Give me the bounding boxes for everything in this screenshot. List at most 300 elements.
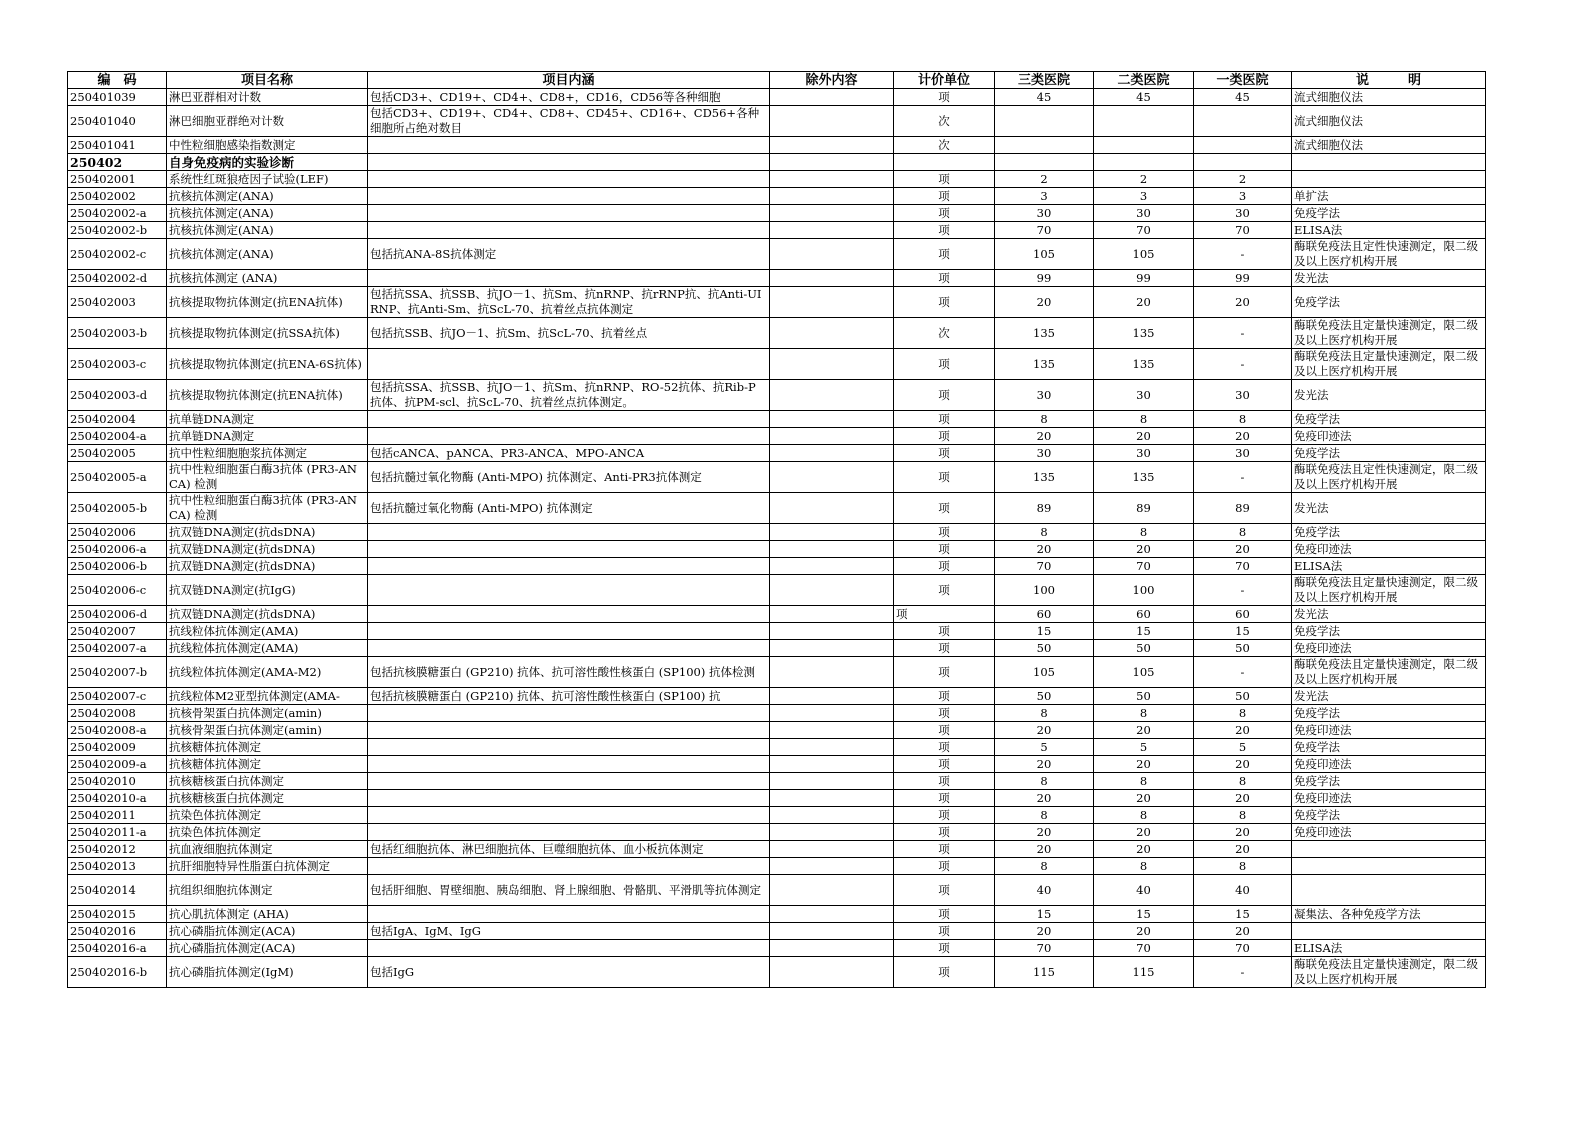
cell-class2-price: 30	[1094, 205, 1194, 222]
cell-class3-price: 15	[995, 623, 1094, 640]
cell-name: 抗单链DNA测定	[167, 428, 368, 445]
cell-class3-price: 40	[995, 875, 1094, 906]
cell-name: 抗血液细胞抗体测定	[167, 841, 368, 858]
cell-content	[368, 756, 770, 773]
cell-unit	[894, 154, 995, 171]
cell-unit: 项	[894, 957, 995, 988]
cell-name: 抗核提取物抗体测定(抗ENA-6S抗体)	[167, 349, 368, 380]
cell-class2-price: 135	[1094, 462, 1194, 493]
cell-content: 包括抗SSB、抗JO－1、抗Sm、抗ScL-70、抗着丝点	[368, 318, 770, 349]
cell-exclusions	[770, 756, 894, 773]
cell-exclusions	[770, 640, 894, 657]
cell-name: 抗单链DNA测定	[167, 411, 368, 428]
cell-exclusions	[770, 790, 894, 807]
cell-class1-price: 30	[1194, 380, 1292, 411]
cell-code: 250402009-a	[68, 756, 167, 773]
cell-class2-price: 105	[1094, 657, 1194, 688]
cell-name: 抗核提取物抗体测定(抗ENA抗体)	[167, 287, 368, 318]
cell-class1-price	[1194, 106, 1292, 137]
cell-code: 250402004	[68, 411, 167, 428]
cell-note: 免疫学法	[1292, 287, 1486, 318]
table-row	[68, 923, 1486, 940]
cell-note: 发光法	[1292, 606, 1486, 623]
cell-class3-price: 8	[995, 411, 1094, 428]
cell-class2-price: 8	[1094, 807, 1194, 824]
header-content: 项目内涵	[368, 72, 770, 89]
cell-note: 凝集法、各种免疫学方法	[1292, 906, 1486, 923]
cell-unit: 项	[894, 575, 995, 606]
cell-exclusions	[770, 318, 894, 349]
cell-code: 250402007-c	[68, 688, 167, 705]
cell-class3-price: 20	[995, 824, 1094, 841]
cell-class2-price: 70	[1094, 558, 1194, 575]
cell-name: 抗核抗体测定 (ANA)	[167, 270, 368, 287]
cell-code: 250402002	[68, 188, 167, 205]
cell-class2-price: 50	[1094, 688, 1194, 705]
cell-name: 抗核糖核蛋白抗体测定	[167, 773, 368, 790]
cell-unit: 项	[894, 773, 995, 790]
cell-class2-price: 135	[1094, 318, 1194, 349]
cell-note: 发光法	[1292, 380, 1486, 411]
table-row	[68, 349, 1486, 380]
cell-note: 发光法	[1292, 493, 1486, 524]
cell-note: 免疫印迹法	[1292, 790, 1486, 807]
cell-class2-price: 8	[1094, 773, 1194, 790]
cell-class1-price: 20	[1194, 824, 1292, 841]
cell-class2-price: 70	[1094, 222, 1194, 239]
table-row	[68, 623, 1486, 640]
cell-exclusions	[770, 106, 894, 137]
cell-class3-price: 8	[995, 807, 1094, 824]
cell-class3-price: 20	[995, 428, 1094, 445]
cell-class2-price: 20	[1094, 287, 1194, 318]
cell-content	[368, 705, 770, 722]
cell-content	[368, 137, 770, 154]
table-row	[68, 790, 1486, 807]
cell-note: 免疫学法	[1292, 739, 1486, 756]
cell-class3-price: 50	[995, 688, 1094, 705]
cell-content: 包括抗核膜糖蛋白 (GP210) 抗体、抗可溶性酸性核蛋白 (SP100) 抗体检测	[368, 657, 770, 688]
cell-note: 流式细胞仪法	[1292, 137, 1486, 154]
cell-class2-price: 50	[1094, 640, 1194, 657]
table-row	[68, 287, 1486, 318]
cell-content: 包括肝细胞、胃壁细胞、胰岛细胞、肾上腺细胞、骨骼肌、平滑肌等抗体测定	[368, 875, 770, 906]
header-code: 编 码	[68, 72, 167, 89]
header-row	[68, 72, 1486, 89]
cell-content	[368, 541, 770, 558]
cell-class2-price	[1094, 137, 1194, 154]
cell-content: 包括CD3+、CD19+、CD4+、CD8+，CD16，CD56等各种细胞	[368, 89, 770, 106]
cell-code: 250401040	[68, 106, 167, 137]
cell-name: 抗核提取物抗体测定(抗SSA抗体)	[167, 318, 368, 349]
cell-exclusions	[770, 222, 894, 239]
cell-content	[368, 858, 770, 875]
cell-class1-price: 8	[1194, 705, 1292, 722]
cell-note	[1292, 875, 1486, 906]
cell-class1-price: 8	[1194, 773, 1292, 790]
cell-class3-price: 15	[995, 906, 1094, 923]
cell-exclusions	[770, 137, 894, 154]
cell-note: 酶联免疫法且定量快速测定，限二级及以上医疗机构开展	[1292, 957, 1486, 988]
cell-class1-price: 3	[1194, 188, 1292, 205]
cell-name: 抗核抗体测定(ANA)	[167, 239, 368, 270]
table-row	[68, 239, 1486, 270]
cell-unit: 项	[894, 239, 995, 270]
table-row	[68, 445, 1486, 462]
cell-note: 单扩法	[1292, 188, 1486, 205]
cell-code: 250402012	[68, 841, 167, 858]
cell-note: 免疫印迹法	[1292, 428, 1486, 445]
cell-exclusions	[770, 824, 894, 841]
cell-class2-price: 20	[1094, 790, 1194, 807]
cell-note: 酶联免疫法且定量快速测定，限二级及以上医疗机构开展	[1292, 318, 1486, 349]
cell-class3-price: 105	[995, 239, 1094, 270]
table-row	[68, 640, 1486, 657]
cell-content	[368, 222, 770, 239]
cell-code: 250402005	[68, 445, 167, 462]
cell-content	[368, 205, 770, 222]
cell-content	[368, 428, 770, 445]
cell-content: 包括抗核膜糖蛋白 (GP210) 抗体、抗可溶性酸性核蛋白 (SP100) 抗	[368, 688, 770, 705]
cell-class2-price: 20	[1094, 923, 1194, 940]
cell-note: 免疫学法	[1292, 524, 1486, 541]
cell-unit: 项	[894, 445, 995, 462]
cell-name: 抗双链DNA测定(抗IgG)	[167, 575, 368, 606]
cell-class2-price: 70	[1094, 940, 1194, 957]
cell-content: 包括红细胞抗体、淋巴细胞抗体、巨噬细胞抗体、血小板抗体测定	[368, 841, 770, 858]
cell-note: 酶联免疫法且定量快速测定，限二级及以上医疗机构开展	[1292, 657, 1486, 688]
cell-class3-price: 20	[995, 841, 1094, 858]
cell-name: 抗线粒体M2亚型抗体测定(AMA-	[167, 688, 368, 705]
table-row	[68, 705, 1486, 722]
price-table	[67, 71, 1486, 988]
cell-class3-price: 99	[995, 270, 1094, 287]
table-row	[68, 906, 1486, 923]
cell-note: ELISA法	[1292, 222, 1486, 239]
cell-class1-price: 20	[1194, 541, 1292, 558]
cell-note: 免疫学法	[1292, 205, 1486, 222]
cell-class3-price: 20	[995, 790, 1094, 807]
cell-class1-price	[1194, 154, 1292, 171]
cell-note: 酶联免疫法且定量快速测定，限二级及以上医疗机构开展	[1292, 575, 1486, 606]
header-class3-price: 三类医院	[995, 72, 1094, 89]
table-row	[68, 858, 1486, 875]
cell-class1-price: 30	[1194, 205, 1292, 222]
cell-code: 250402013	[68, 858, 167, 875]
cell-note: 免疫学法	[1292, 807, 1486, 824]
cell-name: 系统性红斑狼疮因子试验(LEF)	[167, 171, 368, 188]
cell-exclusions	[770, 657, 894, 688]
cell-code: 250402006-a	[68, 541, 167, 558]
cell-class1-price: 5	[1194, 739, 1292, 756]
cell-code: 250402003-c	[68, 349, 167, 380]
cell-unit: 项	[894, 705, 995, 722]
cell-code: 250401041	[68, 137, 167, 154]
cell-code: 250402007-a	[68, 640, 167, 657]
cell-name: 抗心磷脂抗体测定(ACA)	[167, 923, 368, 940]
table-row	[68, 558, 1486, 575]
cell-unit: 项	[894, 824, 995, 841]
table-row	[68, 606, 1486, 623]
cell-code: 250401039	[68, 89, 167, 106]
cell-class3-price: 70	[995, 222, 1094, 239]
section-row	[68, 154, 1486, 171]
cell-class2-price: 20	[1094, 722, 1194, 739]
table-row	[68, 940, 1486, 957]
cell-code: 250402003-b	[68, 318, 167, 349]
cell-class3-price: 8	[995, 705, 1094, 722]
header-class1-price: 一类医院	[1194, 72, 1292, 89]
cell-name: 抗核提取物抗体测定(抗ENA抗体)	[167, 380, 368, 411]
cell-class1-price: 30	[1194, 445, 1292, 462]
cell-unit: 项	[894, 606, 995, 623]
cell-class2-price: 60	[1094, 606, 1194, 623]
cell-exclusions	[770, 270, 894, 287]
cell-unit: 项	[894, 171, 995, 188]
cell-unit: 项	[894, 722, 995, 739]
cell-note: 酶联免疫法且定性快速测定，限二级及以上医疗机构开展	[1292, 462, 1486, 493]
table-row	[68, 462, 1486, 493]
cell-class1-price: 8	[1194, 411, 1292, 428]
cell-name: 抗双链DNA测定(抗dsDNA)	[167, 541, 368, 558]
cell-class3-price: 70	[995, 940, 1094, 957]
cell-class2-price: 5	[1094, 739, 1194, 756]
cell-class1-price	[1194, 137, 1292, 154]
cell-content: 包括抗髓过氧化物酶 (Anti-MPO) 抗体测定	[368, 493, 770, 524]
cell-content	[368, 722, 770, 739]
cell-class2-price: 20	[1094, 824, 1194, 841]
cell-note: ELISA法	[1292, 558, 1486, 575]
cell-note: ELISA法	[1292, 940, 1486, 957]
cell-class2-price: 8	[1094, 858, 1194, 875]
cell-unit: 项	[894, 349, 995, 380]
table-row	[68, 756, 1486, 773]
table-row	[68, 739, 1486, 756]
table-row	[68, 270, 1486, 287]
cell-class1-price: 20	[1194, 841, 1292, 858]
cell-note: 发光法	[1292, 688, 1486, 705]
table-row	[68, 524, 1486, 541]
cell-class3-price: 20	[995, 923, 1094, 940]
cell-content	[368, 739, 770, 756]
cell-class3-price: 135	[995, 349, 1094, 380]
cell-class1-price: 2	[1194, 171, 1292, 188]
cell-note: 免疫印迹法	[1292, 722, 1486, 739]
cell-exclusions	[770, 239, 894, 270]
cell-code: 250402002-d	[68, 270, 167, 287]
cell-exclusions	[770, 411, 894, 428]
cell-code: 250402016	[68, 923, 167, 940]
cell-name: 抗双链DNA测定(抗dsDNA)	[167, 558, 368, 575]
cell-unit: 项	[894, 270, 995, 287]
cell-content	[368, 807, 770, 824]
table-row	[68, 380, 1486, 411]
cell-name: 抗核骨架蛋白抗体测定(amin)	[167, 722, 368, 739]
cell-code: 250402006-b	[68, 558, 167, 575]
cell-code: 250402014	[68, 875, 167, 906]
cell-class1-price: 50	[1194, 688, 1292, 705]
cell-unit: 项	[894, 657, 995, 688]
cell-code: 250402006	[68, 524, 167, 541]
table-row	[68, 411, 1486, 428]
cell-content	[368, 623, 770, 640]
cell-unit: 项	[894, 462, 995, 493]
cell-name: 淋巴细胞亚群绝对计数	[167, 106, 368, 137]
cell-exclusions	[770, 722, 894, 739]
cell-exclusions	[770, 875, 894, 906]
cell-class3-price: 30	[995, 445, 1094, 462]
cell-exclusions	[770, 923, 894, 940]
cell-unit: 项	[894, 940, 995, 957]
cell-content	[368, 154, 770, 171]
table-row	[68, 428, 1486, 445]
cell-unit: 项	[894, 89, 995, 106]
cell-exclusions	[770, 773, 894, 790]
cell-unit: 项	[894, 790, 995, 807]
cell-class3-price: 135	[995, 318, 1094, 349]
cell-exclusions	[770, 739, 894, 756]
cell-code: 250402008	[68, 705, 167, 722]
cell-content: 包括抗髓过氧化物酶 (Anti-MPO) 抗体测定、Anti-PR3抗体测定	[368, 462, 770, 493]
cell-note: 酶联免疫法且定量快速测定，限二级及以上医疗机构开展	[1292, 349, 1486, 380]
cell-unit: 项	[894, 688, 995, 705]
cell-content: 包括抗ANA-8S抗体测定	[368, 239, 770, 270]
cell-unit: 项	[894, 380, 995, 411]
cell-class2-price: 40	[1094, 875, 1194, 906]
cell-exclusions	[770, 380, 894, 411]
cell-class3-price: 20	[995, 541, 1094, 558]
cell-name: 抗核抗体测定(ANA)	[167, 205, 368, 222]
cell-exclusions	[770, 906, 894, 923]
cell-class1-price: -	[1194, 957, 1292, 988]
cell-class1-price: 20	[1194, 790, 1292, 807]
table-body	[68, 89, 1486, 988]
cell-code: 250402001	[68, 171, 167, 188]
header-name: 项目名称	[167, 72, 368, 89]
cell-unit: 项	[894, 493, 995, 524]
cell-name: 抗线粒体抗体测定(AMA)	[167, 623, 368, 640]
cell-note	[1292, 858, 1486, 875]
cell-name: 抗核糖体抗体测定	[167, 739, 368, 756]
cell-class2-price: 20	[1094, 841, 1194, 858]
cell-content: 包括CD3+、CD19+、CD4+、CD8+、CD45+、CD16+、CD56+各种细胞所占绝对数目	[368, 106, 770, 137]
cell-unit: 项	[894, 287, 995, 318]
cell-class1-price: 20	[1194, 722, 1292, 739]
cell-unit: 项	[894, 640, 995, 657]
cell-class3-price: 115	[995, 957, 1094, 988]
cell-class2-price: 20	[1094, 428, 1194, 445]
cell-class1-price: 8	[1194, 807, 1292, 824]
cell-note: 免疫印迹法	[1292, 541, 1486, 558]
cell-code: 250402003-d	[68, 380, 167, 411]
cell-unit: 项	[894, 841, 995, 858]
header-class2-price: 二类医院	[1094, 72, 1194, 89]
table-row	[68, 493, 1486, 524]
cell-name: 抗双链DNA测定(抗dsDNA)	[167, 524, 368, 541]
cell-code: 250402002-a	[68, 205, 167, 222]
cell-class1-price: 99	[1194, 270, 1292, 287]
cell-exclusions	[770, 841, 894, 858]
cell-note	[1292, 923, 1486, 940]
cell-exclusions	[770, 445, 894, 462]
cell-name: 抗双链DNA测定(抗dsDNA)	[167, 606, 368, 623]
cell-class2-price	[1094, 154, 1194, 171]
cell-class1-price: 70	[1194, 558, 1292, 575]
cell-code: 250402002-c	[68, 239, 167, 270]
cell-class2-price: 30	[1094, 380, 1194, 411]
cell-code: 250402	[68, 154, 167, 171]
cell-exclusions	[770, 807, 894, 824]
cell-exclusions	[770, 205, 894, 222]
cell-content	[368, 270, 770, 287]
cell-class3-price: 20	[995, 287, 1094, 318]
cell-name: 抗心肌抗体测定 (AHA)	[167, 906, 368, 923]
cell-exclusions	[770, 558, 894, 575]
cell-class3-price: 100	[995, 575, 1094, 606]
cell-content	[368, 906, 770, 923]
cell-name: 自身免疫病的实验诊断	[167, 154, 368, 171]
cell-class2-price: 45	[1094, 89, 1194, 106]
cell-class1-price: -	[1194, 575, 1292, 606]
cell-code: 250402008-a	[68, 722, 167, 739]
cell-class1-price: 60	[1194, 606, 1292, 623]
cell-name: 抗中性粒细胞胞浆抗体测定	[167, 445, 368, 462]
cell-class2-price: 3	[1094, 188, 1194, 205]
cell-exclusions	[770, 705, 894, 722]
cell-note: 免疫印迹法	[1292, 640, 1486, 657]
cell-class3-price: 105	[995, 657, 1094, 688]
cell-class2-price: 100	[1094, 575, 1194, 606]
cell-class3-price: 5	[995, 739, 1094, 756]
cell-note: 酶联免疫法且定性快速测定，限二级及以上医疗机构开展	[1292, 239, 1486, 270]
cell-class2-price: 105	[1094, 239, 1194, 270]
cell-class2-price: 20	[1094, 541, 1194, 558]
cell-name: 抗核骨架蛋白抗体测定(amin)	[167, 705, 368, 722]
cell-class1-price: 70	[1194, 940, 1292, 957]
cell-class3-price: 50	[995, 640, 1094, 657]
cell-class1-price: 20	[1194, 923, 1292, 940]
cell-name: 抗核抗体测定(ANA)	[167, 222, 368, 239]
cell-class3-price: 89	[995, 493, 1094, 524]
cell-note	[1292, 171, 1486, 188]
cell-name: 抗染色体抗体测定	[167, 824, 368, 841]
cell-name: 抗线粒体抗体测定(AMA)	[167, 640, 368, 657]
cell-class1-price: 8	[1194, 524, 1292, 541]
cell-note	[1292, 154, 1486, 171]
cell-content	[368, 606, 770, 623]
cell-unit: 项	[894, 411, 995, 428]
cell-content	[368, 640, 770, 657]
cell-code: 250402010	[68, 773, 167, 790]
cell-code: 250402004-a	[68, 428, 167, 445]
cell-class2-price: 20	[1094, 756, 1194, 773]
cell-name: 抗中性粒细胞蛋白酶3抗体 (PR3-ANCA) 检测	[167, 462, 368, 493]
cell-exclusions	[770, 428, 894, 445]
table-row	[68, 807, 1486, 824]
cell-code: 250402007	[68, 623, 167, 640]
cell-exclusions	[770, 89, 894, 106]
cell-class1-price: 40	[1194, 875, 1292, 906]
cell-name: 抗组织细胞抗体测定	[167, 875, 368, 906]
cell-content	[368, 940, 770, 957]
cell-note: 免疫学法	[1292, 705, 1486, 722]
cell-note: 发光法	[1292, 270, 1486, 287]
header-note: 说 明	[1292, 72, 1486, 89]
cell-unit: 项	[894, 858, 995, 875]
cell-class1-price: -	[1194, 318, 1292, 349]
cell-class2-price: 115	[1094, 957, 1194, 988]
cell-class2-price: 8	[1094, 524, 1194, 541]
